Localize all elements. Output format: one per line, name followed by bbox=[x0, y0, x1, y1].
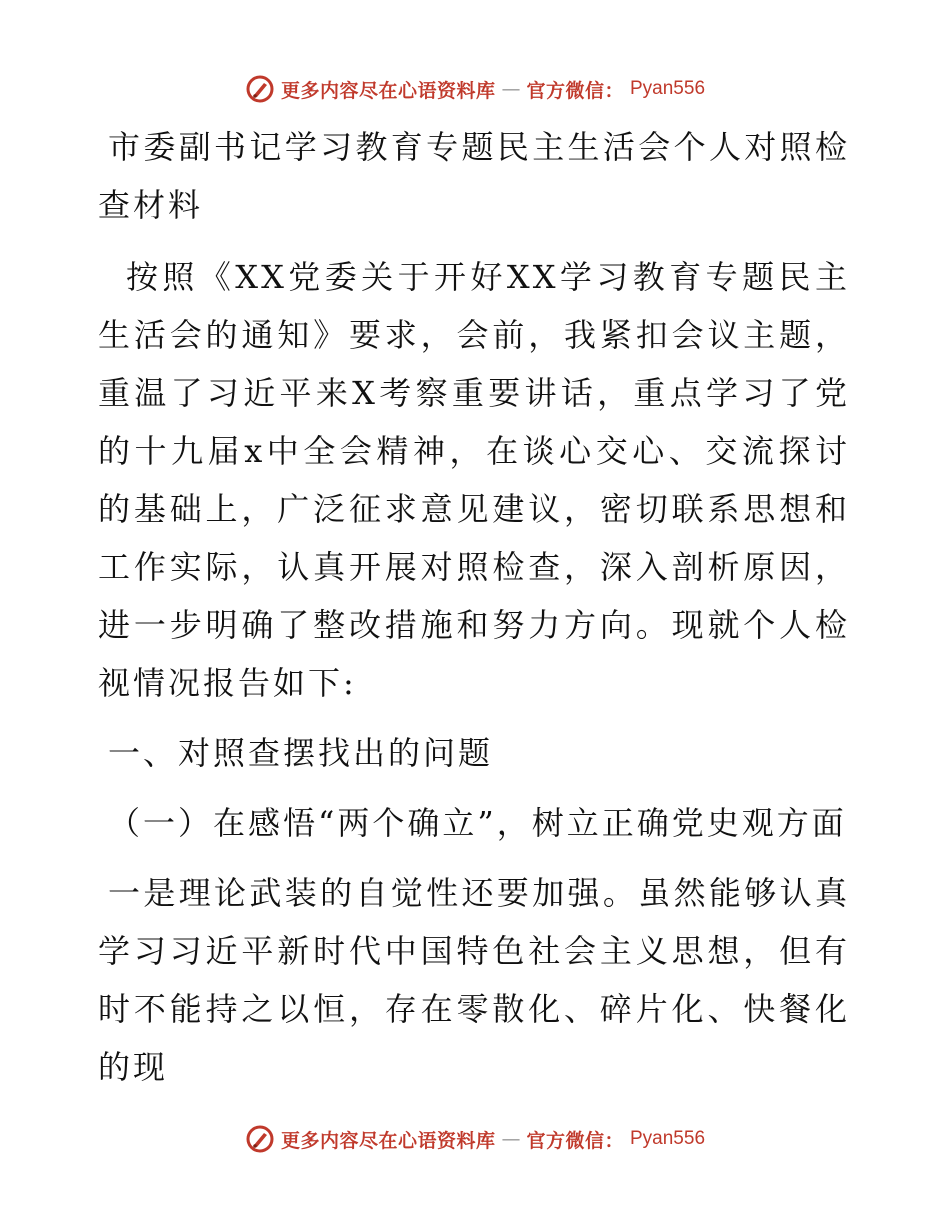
document-body bbox=[98, 118, 850, 1096]
watermark-official: 官方微信： bbox=[526, 79, 624, 102]
watermark-id: Pyan556 bbox=[630, 1128, 706, 1149]
watermark-dash: — bbox=[501, 78, 521, 100]
document-title: 市委副书记学习教育专题民主生活会个人对照检查材料 bbox=[98, 128, 850, 224]
watermark-official: 官方微信： bbox=[526, 1129, 624, 1152]
pen-circle-logo-icon bbox=[245, 74, 275, 104]
watermark-dash: — bbox=[501, 1128, 521, 1150]
intro-paragraph: 按照《XX党委关于开好XX学习教育专题民主生活会的通知》要求，会前，我紧扣会议主题，重温了习近平来X考察重要讲话，重点学习了党的十九届x中全会精神，在谈心交心、交流探讨的基础上，广泛征求意见建议，密切联系思想和工作实际，认真开展对照检查，深入剖析原因，进一步明确了整改措施和努力方向。现就个人检视情况报告如下: bbox=[98, 258, 850, 702]
watermark-id: Pyan556 bbox=[630, 78, 706, 99]
pen-circle-logo-icon bbox=[245, 1124, 275, 1154]
body-paragraph: 一是理论武装的自觉性还要加强。虽然能够认真学习习近平新时代中国特色社会主义思想，但有时不能持之以恒，存在零散化、碎片化、快餐化的现 bbox=[98, 874, 850, 1086]
footer-watermark bbox=[0, 1124, 950, 1154]
header-watermark bbox=[0, 74, 950, 104]
subsection-heading: （一）在感悟“两个确立”，树立正确党史观方面 bbox=[108, 804, 847, 842]
watermark-text: 更多内容尽在心语资料库 bbox=[280, 79, 496, 102]
watermark-text: 更多内容尽在心语资料库 bbox=[280, 1129, 496, 1152]
section-heading: 一、对照查摆找出的问题 bbox=[108, 734, 494, 772]
